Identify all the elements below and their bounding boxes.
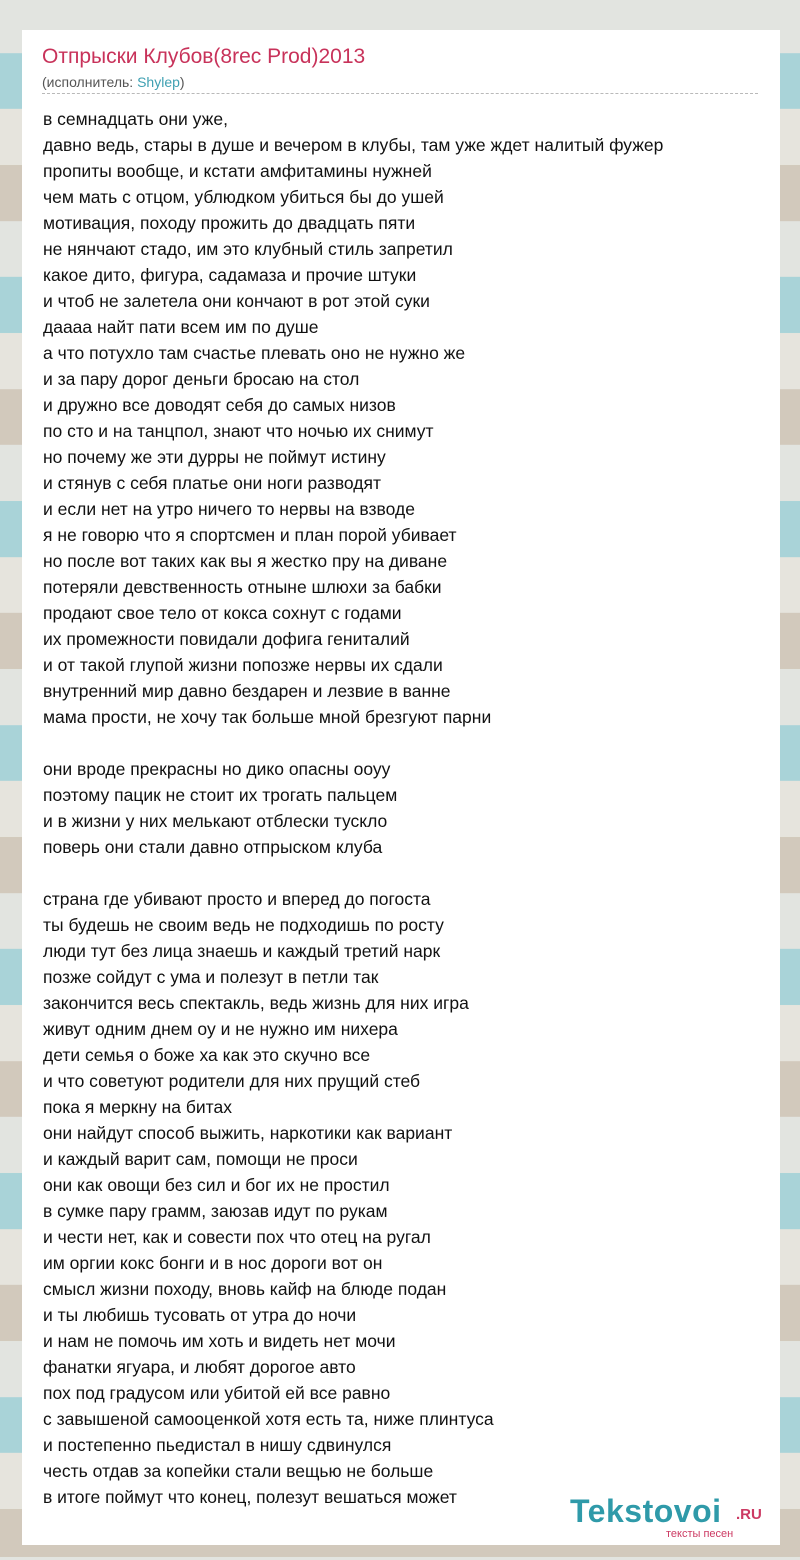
lyrics-line: но почему же эти дурры не поймут истину: [43, 447, 386, 467]
lyrics-line: они вроде прекрасны но дико опасны ооуу: [43, 759, 391, 779]
lyrics-line: смысл жизни походу, вновь кайф на блюде подан: [43, 1279, 447, 1299]
lyrics-line: их промежности повидали дофига гениталий: [43, 629, 410, 649]
lyrics-line: по сто и на танцпол, знают что ночью их снимут: [43, 421, 434, 441]
site-logo-tagline: тексты песен: [666, 1528, 734, 1540]
lyrics-line: закончится весь спектакль, ведь жизнь для них игра: [43, 993, 469, 1013]
lyrics-line: мама прости, не хочу так больше мной брезгуют парни: [43, 707, 492, 727]
lyrics-line: и если нет на утро ничего то нервы на взводе: [43, 499, 415, 519]
lyrics-line: но после вот таких как вы я жестко пру на диване: [43, 551, 448, 571]
lyrics-line: и нам не помочь им хоть и видеть нет мочи: [43, 1331, 396, 1351]
lyrics-line: даааа найт пати всем им по душе: [43, 317, 319, 337]
lyrics-line: мотивация, походу прожить до двадцать пяти: [43, 213, 416, 233]
lyrics-line: они как овощи без сил и бог их не простил: [43, 1175, 390, 1195]
site-logo-tld: .RU: [736, 1506, 762, 1523]
lyrics-line: и что советуют родители для них прущий стеб: [43, 1071, 421, 1091]
lyrics-line: я не говорю что я спортсмен и план порой убивает: [43, 525, 457, 545]
lyrics-line: в итоге поймут что конец, полезут вешаться может: [43, 1487, 457, 1507]
lyrics-line: не нянчают стадо, им это клубный стиль запретил: [43, 239, 453, 259]
song-title: Отпрыски Клубов(8rec Prod)2013: [42, 45, 366, 68]
lyrics-line: а что потухло там счастье плевать оно не нужно же: [43, 343, 466, 363]
lyrics-line: люди тут без лица знаешь и каждый третий нарк: [43, 941, 441, 961]
lyrics-line: поверь они стали давно отпрыском клуба: [43, 837, 383, 857]
lyrics-stanza: [43, 886, 773, 1510]
lyrics-line: и от такой глупой жизни попозже нервы их сдали: [43, 655, 443, 675]
lyrics-line: внутренний мир давно бездарен и лезвие в ванне: [43, 681, 451, 701]
lyrics-line: продают свое тело от кокса сохнут с годами: [43, 603, 402, 623]
lyrics-line: ты будешь не своим ведь не подходишь по росту: [43, 915, 444, 935]
lyrics-line: честь отдав за копейки стали вещью не больше: [43, 1461, 434, 1481]
lyrics-line: и стянув с себя платье они ноги разводят: [43, 473, 381, 493]
lyrics-line: и за пару дорог деньги бросаю на стол: [43, 369, 360, 389]
lyrics-line: страна где убивают просто и вперед до погоста: [43, 889, 431, 909]
lyrics-line: чем мать с отцом, ублюдком убиться бы до ушей: [43, 187, 444, 207]
artist-link[interactable]: Shylep: [137, 74, 180, 90]
lyrics-line: живут одним днем оу и не нужно им нихера: [43, 1019, 398, 1039]
lyrics-line: и в жизни у них мелькают отблески тускло: [43, 811, 388, 831]
lyrics-line: и каждый варит сам, помощи не проси: [43, 1149, 358, 1169]
lyrics-line: дети семья о боже ха как это скучно все: [43, 1045, 371, 1065]
lyrics-line: и чтоб не залетела они кончают в рот этой суки: [43, 291, 430, 311]
lyrics-text: [43, 106, 773, 1536]
lyrics-line: какое дито, фигура, садамаза и прочие штуки: [43, 265, 417, 285]
lyrics-line: позже сойдут с ума и полезут в петли так: [43, 967, 379, 987]
site-logo[interactable]: [570, 1492, 780, 1542]
lyrics-line: они найдут способ выжить, наркотики как вариант: [43, 1123, 453, 1143]
site-logo-name: Tekstovoi: [570, 1493, 722, 1529]
lyrics-line: поэтому пацик не стоит их трогать пальцем: [43, 785, 398, 805]
lyrics-line: давно ведь, стары в душе и вечером в клубы, там уже ждет налитый фужер: [43, 135, 664, 155]
lyrics-line: и постепенно пьедистал в нишу сдвинулся: [43, 1435, 392, 1455]
lyrics-line: пох под градусом или убитой ей все равно: [43, 1383, 391, 1403]
lyrics-line: пока я меркну на битах: [43, 1097, 232, 1117]
lyrics-line: в сумке пару грамм, заюзав идут по рукам: [43, 1201, 388, 1221]
artist-suffix: ): [179, 74, 185, 90]
lyrics-stanza: [43, 756, 773, 860]
artist-line: [42, 73, 185, 91]
lyrics-line: им оргии кокс бонги и в нос дороги вот он: [43, 1253, 383, 1273]
artist-prefix: (исполнитель:: [42, 74, 138, 90]
lyrics-line: с завышеной самооценкой хотя есть та, ниже плинтуса: [43, 1409, 494, 1429]
lyrics-line: пропиты вообще, и кстати амфитамины нужней: [43, 161, 432, 181]
title-divider: [42, 93, 758, 94]
lyrics-card: [22, 30, 780, 1545]
lyrics-line: в семнадцать они уже,: [43, 109, 228, 129]
lyrics-stanza: [43, 106, 773, 730]
lyrics-line: и ты любишь тусовать от утра до ночи: [43, 1305, 357, 1325]
lyrics-line: потеряли девственность отныне шлюхи за бабки: [43, 577, 442, 597]
lyrics-line: и чести нет, как и совести пох что отец на ругал: [43, 1227, 431, 1247]
lyrics-line: и дружно все доводят себя до самых низов: [43, 395, 396, 415]
lyrics-line: фанатки ягуара, и любят дорогое авто: [43, 1357, 356, 1377]
